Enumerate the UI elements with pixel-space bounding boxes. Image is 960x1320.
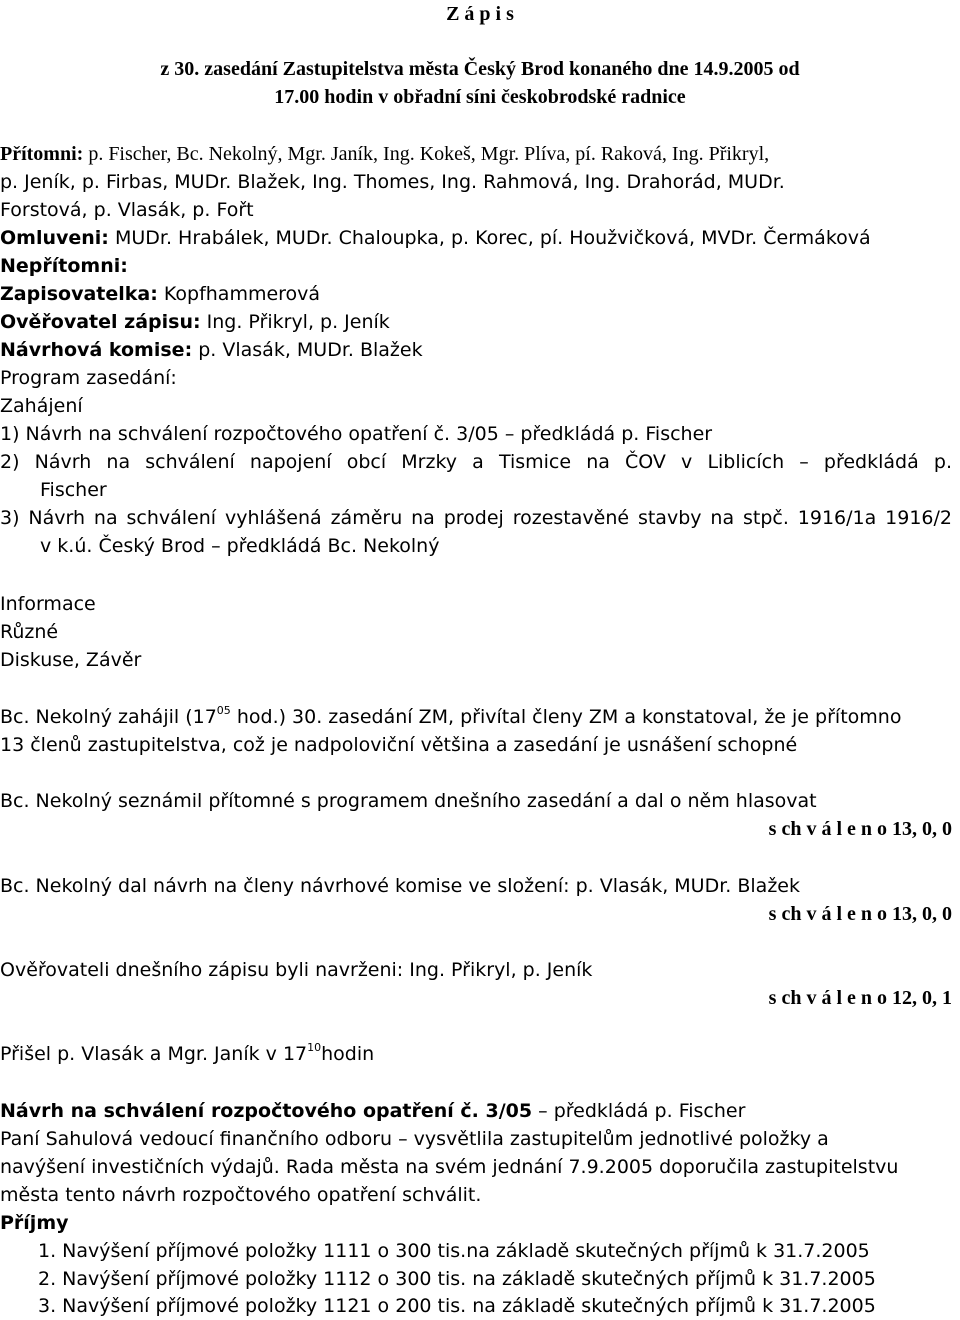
opening-statement-part-a: Bc. Nekolný zahájil (17 bbox=[0, 706, 217, 728]
opening-statement-line1 bbox=[0, 703, 901, 731]
opening-time-superscript: 05 bbox=[216, 704, 231, 717]
verifier-line bbox=[0, 308, 390, 336]
opening-statement-line2: 13 členů zastupitelstva, což je nadpoloviční většina a zasedání je usnášení schopné bbox=[0, 734, 798, 756]
recorder-name: Kopfhammerová bbox=[163, 283, 321, 305]
program-item-2-line2: Fischer bbox=[40, 479, 107, 501]
arrival-time-superscript: 10 bbox=[307, 1041, 322, 1054]
program-closing: Diskuse, Závěr bbox=[0, 649, 142, 671]
budget-paragraph-line2: navýšení investičních výdajů. Rada města na svém jednání 7.9.2005 doporučila zastupitelstvu bbox=[0, 1156, 899, 1178]
program-item-3-line2: v k.ú. Český Brod – předkládá Bc. Nekolný bbox=[40, 535, 440, 557]
verifiers-vote-text: Ověřovateli dnešního zápisu byli navrženi: Ing. Přikryl, p. Jeník bbox=[0, 959, 593, 981]
income-item-1: 1. Navýšení příjmové položky 1111 o 300 tis.na základě skutečných příjmů k 31.7.2005 bbox=[38, 1240, 870, 1262]
income-item-3: 3. Navýšení příjmové položky 1121 o 200 tis. na základě skutečných příjmů k 31.7.2005 bbox=[38, 1295, 876, 1317]
program-vote-text: Bc. Nekolný seznámil přítomné s programem dnešního zasedání a dal o něm hlasovat bbox=[0, 790, 817, 812]
document-subtitle-line2: 17.00 hodin v obřadní síni českobrodské radnice bbox=[274, 86, 686, 108]
present-names-1: p. Fischer, Bc. Nekolný, Mgr. Janík, Ing. Kokeš, Mgr. Plíva, pí. Raková, Ing. Přikryl, bbox=[88, 143, 770, 165]
program-opening: Zahájení bbox=[0, 395, 83, 417]
excused-label: Omluveni: bbox=[0, 227, 109, 249]
commission-vote-text: Bc. Nekolný dal návrh na členy návrhové komise ve složení: p. Vlasák, MUDr. Blažek bbox=[0, 875, 800, 897]
program-heading: Program zasedání: bbox=[0, 367, 177, 389]
arrival-note bbox=[0, 1040, 374, 1068]
program-item-3-line1: 3) Návrh na schválení vyhlášená záměru na prodej rozestavěné stavby na stpč. 1916/1a 1916/2 bbox=[0, 507, 952, 529]
document-title: Z á p i s bbox=[446, 3, 514, 25]
excused-line bbox=[0, 224, 871, 252]
document-subtitle-line1: z 30. zasedání Zastupitelstva města Český Brod konaného dne 14.9.2005 od bbox=[160, 58, 800, 80]
opening-statement-part-b: hod.) 30. zasedání ZM, přivítal členy ZM a konstatoval, že je přítomno bbox=[230, 706, 902, 728]
commission-vote-result: s ch v á l e n o 13, 0, 0 bbox=[768, 903, 952, 925]
program-item-1: 1) Návrh na schválení rozpočtového opatření č. 3/05 – předkládá p. Fischer bbox=[0, 423, 713, 445]
income-item-2: 2. Navýšení příjmové položky 1112 o 300 tis. na základě skutečných příjmů k 31.7.2005 bbox=[38, 1268, 876, 1290]
budget-heading-bold: Návrh na schválení rozpočtového opatření č. 3/05 bbox=[0, 1100, 533, 1122]
verifiers-vote-result: s ch v á l e n o 12, 0, 1 bbox=[768, 987, 952, 1009]
present-label: Přítomni: bbox=[0, 143, 84, 165]
budget-paragraph-line3: města tento návrh rozpočtového opatření schválit. bbox=[0, 1184, 482, 1206]
program-info: Informace bbox=[0, 593, 96, 615]
program-misc: Různé bbox=[0, 621, 59, 643]
budget-paragraph-line1: Paní Sahulová vedoucí finančního odboru – vysvětlila zastupitelům jednotlivé položky a bbox=[0, 1128, 829, 1150]
budget-heading-rest: – předkládá p. Fischer bbox=[532, 1100, 746, 1122]
absent-label: Nepřítomni: bbox=[0, 255, 128, 277]
commission-line bbox=[0, 336, 423, 364]
program-vote-result: s ch v á l e n o 13, 0, 0 bbox=[768, 818, 952, 840]
program-item-2-line1: 2) Návrh na schválení napojení obcí Mrzky a Tismice na ČOV v Liblicích – předkládá p. bbox=[0, 451, 952, 473]
income-heading: Příjmy bbox=[0, 1212, 69, 1234]
recorder-label: Zapisovatelka: bbox=[0, 283, 158, 305]
arrival-note-part-b: hodin bbox=[321, 1043, 375, 1065]
commission-label: Návrhová komise: bbox=[0, 339, 193, 361]
commission-names: p. Vlasák, MUDr. Blažek bbox=[198, 339, 423, 361]
present-names-3: Forstová, p. Vlasák, p. Fořt bbox=[0, 199, 254, 221]
verifier-label: Ověřovatel zápisu: bbox=[0, 311, 201, 333]
verifier-names: Ing. Přikryl, p. Jeník bbox=[206, 311, 390, 333]
arrival-note-part-a: Přišel p. Vlasák a Mgr. Janík v 17 bbox=[0, 1043, 308, 1065]
recorder-line bbox=[0, 280, 320, 308]
budget-heading bbox=[0, 1097, 745, 1125]
excused-names: MUDr. Hrabálek, MUDr. Chaloupka, p. Korec, pí. Houžvičková, MVDr. Čermáková bbox=[114, 227, 871, 249]
present-line bbox=[0, 140, 952, 168]
present-names-2: p. Jeník, p. Firbas, MUDr. Blažek, Ing. Thomes, Ing. Rahmová, Ing. Drahorád, MUDr. bbox=[0, 171, 785, 193]
